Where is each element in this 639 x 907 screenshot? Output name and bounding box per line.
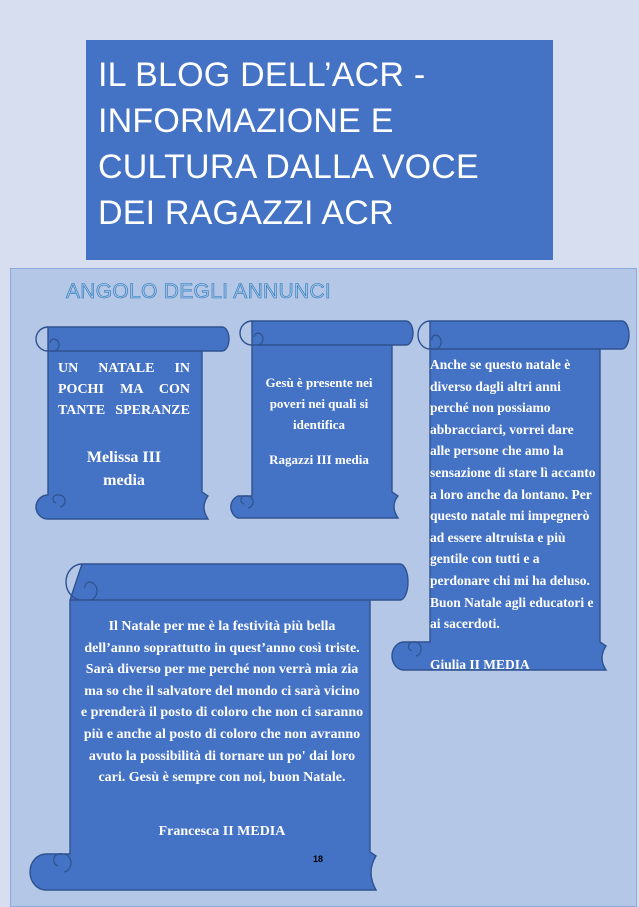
announcement-scroll: [22, 560, 412, 900]
page-number: 18: [313, 854, 324, 864]
blog-title-line: INFORMAZIONE E: [98, 102, 394, 140]
announcement-message: Il Natale per me è la festività più bella dell’anno soprattutto in quest’anno così triste. Sarà diverso per me perché non verrà mia zia ma so che il salvatore del mondo ci sarà vicino e prenderà il posto di coloro che non ci saranno più e anche al posto di coloro che non avranno avuto la possibilità di tornare un po' dai loro cari. Gesù è sempre con noi, buon Natale.: [80, 619, 364, 786]
announcement-author: Giulia II MEDIA: [430, 657, 530, 672]
blog-title-line: DEI RAGAZZI ACR: [98, 194, 394, 232]
scroll-shape: [30, 322, 230, 527]
blog-title-line: CULTURA DALLA VOCE: [98, 148, 479, 186]
announcement-message: UN NATALE IN POCHI MA CON TANTE SPERANZE: [58, 361, 190, 418]
announcement-author: Melissa III media: [86, 449, 162, 489]
announcement-scroll: [386, 316, 638, 678]
announcement-message: Gesù è presente nei poveri nei quali si identifica: [265, 375, 373, 432]
blog-title-line: IL BLOG DELL’ACR -: [98, 56, 426, 94]
announcement-author: Ragazzi III media: [269, 452, 369, 467]
blog-title-box: [86, 40, 553, 260]
announcement-author: Francesca II MEDIA: [158, 824, 286, 839]
announcement-message: Anche se questo natale è diverso dagli altri anni perché non possiamo abbracciarci, vorrei dare alle persone che amo la sensazione di stare lì accanto a loro anche da lontano. Per questo natale mi impegnerò ad essere altruista e più gentile con tutti e a perdonare chi mi ha deluso. Buon Natale agli educatori e ai sacerdoti.: [430, 357, 596, 632]
section-heading: ANGOLO DEGLI ANNUNCI: [66, 280, 332, 303]
announcement-scroll: [30, 322, 230, 527]
